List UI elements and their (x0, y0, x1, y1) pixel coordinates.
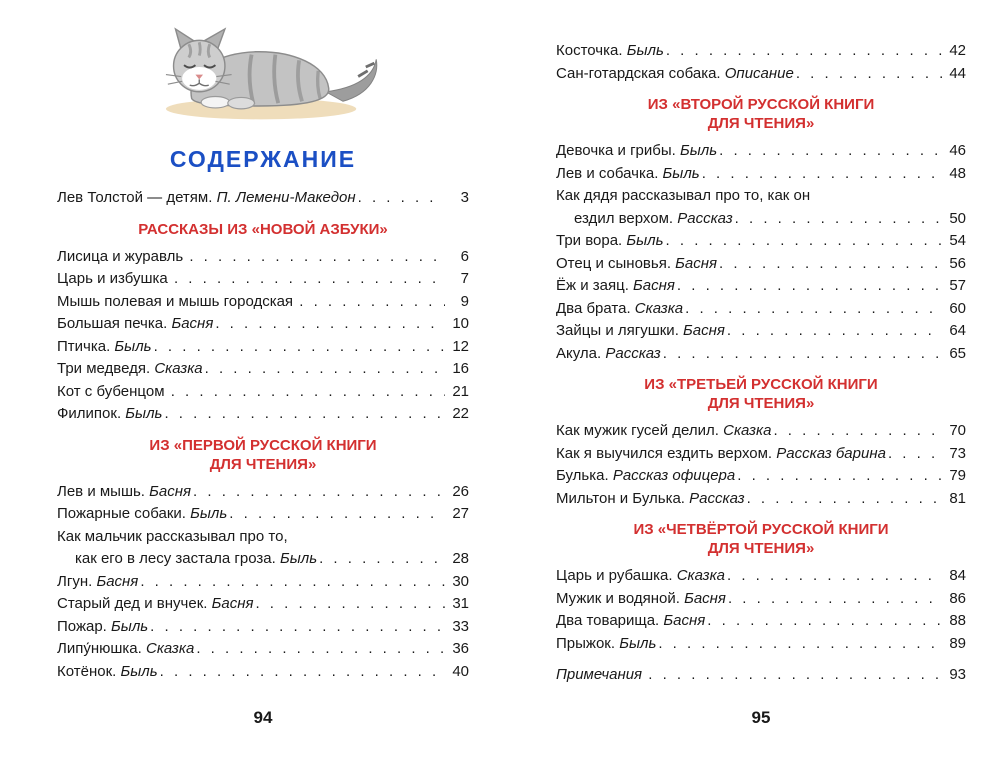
entry-title: Царь и рубашка. (556, 567, 677, 584)
entry-title: Зайцы и лягушки. (556, 322, 684, 339)
entry-genre: Быль (125, 405, 163, 422)
entry-genre: Рассказ (677, 209, 733, 227)
entry-page-number: 10 (452, 315, 469, 332)
entry-genre: Быль (619, 634, 657, 652)
toc-entry (556, 588, 966, 611)
entry-title: Два товарища. (556, 612, 664, 629)
entry-title: Старый дед и внучек. (57, 595, 212, 612)
entry-title: Пожар. (57, 617, 112, 635)
toc-entry-first-line: Как дядя рассказывал про то, как он (556, 187, 811, 204)
section-heading-line: РАССКАЗЫ ИЗ «НОВОЙ АЗБУКИ» (138, 220, 388, 238)
entry-title: Лев и мышь. (57, 482, 150, 500)
entry-title: Девочка и грибы. (556, 142, 680, 159)
toc-entry (57, 548, 469, 571)
section-heading-line: ИЗ «ЧЕТВЁРТОЙ РУССКОЙ КНИГИ (633, 521, 889, 538)
section-heading (57, 436, 469, 474)
toc-entry (556, 298, 966, 321)
dot-leader (319, 548, 445, 571)
toc-entry (556, 343, 966, 366)
dot-leader (702, 163, 942, 186)
entry-title: Как я выучился ездить верхом. (556, 444, 777, 462)
toc-entry (556, 320, 966, 343)
toc-right-column (556, 40, 966, 687)
entry-page-number: 12 (452, 337, 469, 355)
entry-genre: Быль (626, 42, 664, 59)
toc-entry (556, 565, 966, 588)
entry-genre: Басня (149, 482, 192, 500)
dot-leader (196, 638, 445, 661)
cat-icon (138, 8, 388, 126)
section-heading-line: ДЛЯ ЧТЕНИЯ» (707, 115, 815, 132)
toc-entry (57, 616, 469, 639)
dot-leader (658, 633, 942, 656)
toc-entry (556, 140, 966, 163)
toc-entry (57, 503, 469, 526)
entry-genre: Басня (96, 572, 139, 590)
entry-title: Лев Толстой — детям. (57, 189, 217, 206)
entry-genre: Сказка (634, 299, 684, 317)
toc-entry (556, 208, 966, 231)
entry-page-number: 64 (949, 322, 966, 339)
toc-entry (57, 313, 469, 336)
entry-genre: Быль (279, 550, 318, 567)
entry-title: Булька. (556, 467, 613, 484)
toc-entry (57, 358, 469, 381)
entry-page-number: 16 (452, 360, 469, 377)
dot-leader (685, 298, 942, 321)
entry-title: Отец и сыновья. (556, 254, 676, 272)
entry-genre: Басня (675, 254, 718, 272)
dot-leader (174, 268, 445, 291)
entry-genre: Рассказ офицера (612, 467, 736, 484)
entry-genre: Басня (211, 595, 254, 612)
dot-leader (358, 187, 445, 210)
toc-entry (556, 465, 966, 488)
toc-entry (556, 664, 966, 687)
section-heading (556, 375, 966, 413)
entry-page-number: 50 (949, 209, 966, 227)
entry-title: Прыжок. (556, 634, 620, 652)
entry-page-number: 3 (460, 189, 469, 206)
entry-page-number: 86 (949, 589, 966, 607)
entry-title: Три вора. (556, 232, 627, 249)
entry-title: как его в лесу застала гроза. (75, 550, 280, 567)
entry-page-number: 73 (949, 444, 966, 462)
entry-page-number: 31 (452, 595, 469, 612)
toc-entry (57, 403, 469, 426)
entry-page-number: 89 (949, 634, 966, 652)
entry-page-number: 93 (949, 666, 966, 683)
entry-genre: Басня (663, 612, 706, 629)
entry-genre: Басня (171, 315, 214, 332)
toc-entry (556, 488, 966, 511)
dot-leader (160, 661, 445, 684)
entry-title: Лгун. (57, 572, 97, 590)
entry-title: Птичка. (57, 337, 115, 355)
dot-leader (299, 291, 445, 314)
entry-genre: Описание (724, 64, 794, 82)
dot-leader (737, 465, 942, 488)
entry-genre: Быль (679, 142, 718, 159)
entry-page-number: 36 (452, 640, 469, 657)
entry-title: ездил верхом. (574, 209, 678, 227)
entry-title: Лев и собачка. (556, 164, 663, 182)
entry-genre: Быль (662, 164, 700, 182)
entry-title: Сан-готардская собака. (556, 64, 725, 82)
toc-entry (556, 63, 966, 86)
entry-page-number: 79 (949, 467, 966, 484)
entry-title: Большая печка. (57, 315, 172, 332)
toc-entry (556, 633, 966, 656)
toc-entry (57, 268, 469, 291)
toc-entry-first-line: Как мальчик рассказывал про то, (57, 527, 288, 545)
entry-genre: Примечания (556, 666, 647, 683)
entry-title: Мильтон и Булька. (556, 489, 690, 507)
entry-page-number: 84 (949, 567, 966, 584)
entry-genre: Сказка (676, 567, 726, 584)
dot-leader (747, 488, 942, 511)
toc-entry (556, 443, 966, 466)
dot-leader (648, 664, 942, 687)
entry-title: Два брата. (556, 299, 635, 317)
toc-entry (57, 381, 469, 404)
entry-page-number: 6 (460, 247, 469, 265)
dot-leader (728, 588, 942, 611)
entry-page-number: 42 (949, 42, 966, 59)
entry-genre: Быль (120, 662, 158, 680)
entry-page-number: 57 (949, 277, 966, 294)
entry-page-number: 88 (949, 612, 966, 629)
toc-entry (57, 291, 469, 314)
dot-leader (150, 616, 445, 639)
entry-genre: Басня (633, 277, 675, 294)
entry-genre: Рассказ барина (776, 444, 886, 462)
entry-title: Филипок. (57, 405, 126, 422)
dot-leader (666, 40, 942, 63)
section-heading-line: ИЗ «ТРЕТЬЕЙ РУССКОЙ КНИГИ (644, 376, 878, 393)
entry-page-number: 33 (452, 617, 469, 635)
dot-leader (164, 403, 445, 426)
dot-leader (205, 358, 445, 381)
entry-page-number: 60 (949, 299, 966, 317)
section-heading-line: ДЛЯ ЧТЕНИЯ» (707, 540, 815, 557)
entry-page-number: 70 (949, 422, 966, 439)
entry-page-number: 44 (949, 64, 966, 82)
entry-page-number: 26 (452, 482, 469, 500)
entry-genre: Рассказ (605, 344, 661, 362)
entry-title: Царь и избушка (57, 270, 172, 287)
entry-page-number: 48 (949, 164, 966, 182)
dot-leader (773, 420, 942, 443)
toc-left-column (57, 187, 469, 683)
section-heading-line: ДЛЯ ЧТЕНИЯ» (707, 395, 815, 412)
entry-title: Три медведя. (57, 360, 155, 377)
dot-leader (663, 343, 942, 366)
toc-entry (57, 246, 469, 269)
toc-entry (57, 336, 469, 359)
entry-page-number: 28 (452, 550, 469, 567)
entry-genre: Басня (684, 589, 726, 607)
entry-page-number: 22 (452, 405, 469, 422)
section-heading-line: ИЗ «ПЕРВОЙ РУССКОЙ КНИГИ (149, 436, 377, 454)
entry-page-number: 9 (460, 292, 469, 310)
right-page-number: 95 (751, 708, 771, 727)
entry-genre: Басня (683, 322, 725, 339)
entry-title: Кот с бубенцом (57, 382, 169, 400)
toc-entry (556, 163, 966, 186)
toc-entry (556, 253, 966, 276)
entry-page-number: 7 (460, 270, 469, 287)
toc-entry (57, 187, 469, 210)
entry-title: Косточка. (556, 42, 627, 59)
section-heading-line: ИЗ «ВТОРОЙ РУССКОЙ КНИГИ (647, 96, 875, 113)
entry-page-number: 46 (949, 142, 966, 159)
entry-genre: Быль (114, 337, 152, 355)
cat-illustration (57, 0, 469, 130)
dot-leader (140, 571, 445, 594)
entry-genre: Быль (111, 617, 149, 635)
entry-genre: Сказка (723, 422, 772, 439)
entry-genre: Быль (190, 505, 228, 522)
toc-entry (556, 420, 966, 443)
toc-entry (556, 610, 966, 633)
toc-entry (556, 230, 966, 253)
dot-leader (229, 503, 445, 526)
entry-title: Котёнок. (57, 662, 121, 680)
dot-leader (193, 481, 445, 504)
dot-leader (727, 320, 942, 343)
toc-entry (57, 481, 469, 504)
dot-leader (215, 313, 445, 336)
dot-leader (888, 443, 942, 466)
dot-leader (666, 230, 942, 253)
entry-title: Мышь полевая и мышь городская (57, 292, 298, 310)
section-heading (57, 220, 469, 239)
right-page (556, 0, 966, 687)
dot-leader (189, 246, 445, 269)
entry-page-number: 65 (949, 344, 966, 362)
dot-leader (719, 253, 942, 276)
toc-entry (57, 571, 469, 594)
entry-title: Мужик и водяной. (556, 589, 685, 607)
toc-entry (57, 661, 469, 684)
entry-genre: Рассказ (689, 489, 745, 507)
entry-page-number: 40 (452, 662, 469, 680)
entry-page-number: 21 (452, 382, 469, 400)
entry-genre: П. Лемени-Македон (216, 189, 356, 206)
entry-page-number: 27 (452, 505, 469, 522)
entry-title: Липу́нюшка. (57, 640, 146, 657)
left-page (57, 0, 469, 683)
dot-leader (255, 593, 445, 616)
dot-leader (735, 208, 942, 231)
dot-leader (727, 565, 942, 588)
dot-leader (719, 140, 942, 163)
entry-title: Лисица и журавль (57, 247, 188, 265)
entry-genre: Сказка (145, 640, 195, 657)
dot-leader (707, 610, 942, 633)
toc-entry (556, 275, 966, 298)
section-heading (556, 95, 966, 133)
left-page-number: 94 (253, 708, 273, 727)
dot-leader (677, 275, 942, 298)
toc-entry (57, 593, 469, 616)
toc-title: СОДЕРЖАНИЕ (169, 146, 357, 172)
entry-title: Пожарные собаки. (57, 505, 191, 522)
entry-page-number: 54 (949, 232, 966, 249)
section-heading (556, 520, 966, 558)
dot-leader (171, 381, 445, 404)
dot-leader (796, 63, 942, 86)
entry-page-number: 56 (949, 254, 966, 272)
entry-title: Акула. (556, 344, 606, 362)
toc-entry (556, 40, 966, 63)
entry-page-number: 30 (452, 572, 469, 590)
dot-leader (154, 336, 445, 359)
entry-page-number: 81 (949, 489, 966, 507)
entry-title: Ёж и заяц. (556, 277, 634, 294)
toc-entry (57, 638, 469, 661)
entry-title: Как мужик гусей делил. (556, 422, 724, 439)
section-heading-line: ДЛЯ ЧТЕНИЯ» (209, 455, 317, 473)
entry-genre: Сказка (154, 360, 203, 377)
entry-genre: Быль (626, 232, 664, 249)
